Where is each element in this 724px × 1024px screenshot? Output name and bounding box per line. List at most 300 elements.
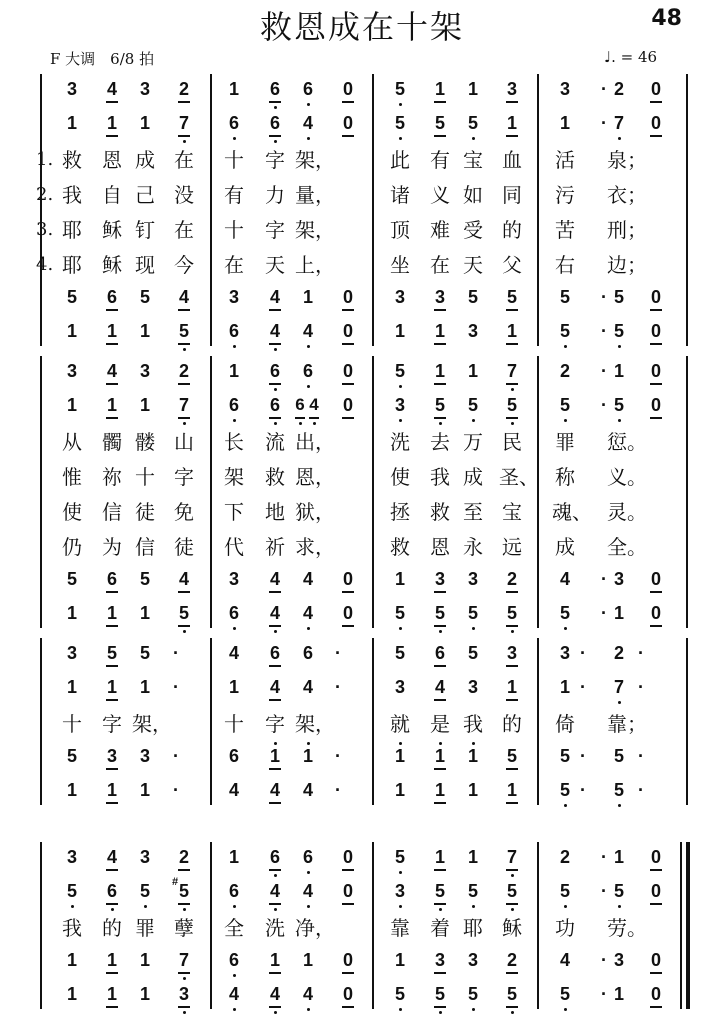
note: 6: [100, 286, 124, 314]
lyric-syllable: 成: [463, 465, 483, 489]
note: 5: [607, 779, 631, 807]
note: 0: [644, 286, 668, 314]
note: 4: [302, 677, 313, 697]
note: 4: [263, 779, 287, 807]
lyric-syllable: 架: [224, 465, 244, 489]
note-row: [0, 112, 724, 140]
sharp-icon: #: [172, 876, 179, 888]
lyric-syllable: 十: [224, 218, 244, 242]
lyric-syllable: 我: [430, 465, 450, 489]
lyric-syllable: 劳。: [607, 916, 647, 940]
note: 5: [607, 320, 631, 348]
lyric-syllable: 求，: [295, 535, 335, 559]
note: 5: [388, 983, 412, 1011]
note: 0: [336, 568, 360, 596]
note: 1: [228, 361, 239, 381]
lyric-syllable: 在: [174, 218, 194, 242]
note: 1: [613, 847, 624, 867]
lyric-syllable: 架，: [295, 148, 335, 172]
note: 0: [336, 880, 360, 908]
note: 4: [263, 568, 287, 596]
lyric-syllable: 着: [430, 916, 450, 940]
lyric-syllable: 天: [463, 253, 483, 277]
note: 1: [66, 950, 77, 970]
lyric-syllable: 没: [174, 183, 194, 207]
note: 4: [428, 676, 452, 704]
hymn-number: 48: [651, 6, 682, 31]
note: 5: [500, 745, 524, 773]
lyric-syllable: 倚: [555, 712, 575, 736]
note: 1: [467, 847, 478, 867]
duration-dot: ·: [638, 643, 644, 663]
note: 1: [100, 602, 124, 630]
note: 6: [263, 360, 287, 388]
note: 4: [296, 983, 320, 1011]
lyric-syllable: 的: [502, 218, 522, 242]
note-row: [0, 78, 724, 106]
note: 6: [263, 112, 287, 140]
note-row: [0, 642, 724, 670]
lyric-syllable: 全。: [607, 535, 647, 559]
note: 5: [613, 287, 624, 307]
note: 4: [100, 846, 124, 874]
note: 6: [428, 642, 452, 670]
note: 6: [263, 394, 287, 422]
note: 1: [228, 677, 239, 697]
lyric-syllable: 徒: [135, 500, 155, 524]
note-row: [0, 949, 724, 977]
lyric-syllable: 愆。: [607, 430, 647, 454]
note: 1: [139, 603, 150, 623]
lyric-syllable: 同: [502, 183, 522, 207]
lyric-syllable: 功: [555, 916, 575, 940]
note: 5: [607, 880, 631, 908]
note: 1: [139, 113, 150, 133]
note: 7: [607, 676, 631, 704]
duration-dot: ·: [601, 361, 607, 381]
note: 0: [644, 394, 668, 422]
note: 0: [336, 320, 360, 348]
note: 1: [100, 320, 124, 348]
lyric-syllable: 孽: [174, 916, 194, 940]
note: 1: [428, 779, 452, 807]
note: 1: [139, 395, 150, 415]
lyric-syllable: 天: [265, 253, 285, 277]
note: 7: [607, 112, 631, 140]
note: 5: [559, 287, 570, 307]
lyric-syllable: 衣；: [607, 183, 647, 207]
note: 5: [133, 880, 157, 908]
note: 1: [613, 603, 624, 623]
note: 1: [139, 677, 150, 697]
note: 1: [388, 745, 412, 773]
lyric-syllable: 稣: [102, 253, 122, 277]
duration-dot: ·: [601, 321, 607, 341]
note: 0: [336, 602, 360, 630]
lyric-syllable: 己: [135, 183, 155, 207]
note: 4: [222, 983, 246, 1011]
note: 1: [66, 677, 77, 697]
note: 6: [100, 880, 124, 908]
note: 1: [461, 745, 485, 773]
note: 5: [613, 746, 624, 766]
lyric-syllable: 义: [430, 183, 450, 207]
note: 1: [428, 745, 452, 773]
note-row: [0, 360, 724, 388]
note: 1: [500, 112, 524, 140]
note: 0: [644, 846, 668, 874]
note: 5: [559, 746, 570, 766]
lyric-line: [0, 428, 724, 458]
note: 0: [336, 949, 360, 977]
lyric-syllable: 免: [174, 500, 194, 524]
note: 5: [428, 880, 452, 908]
note-row: [0, 394, 724, 422]
lyric-syllable: 边；: [607, 253, 647, 277]
note: 3: [66, 643, 77, 663]
lyric-syllable: 狱，: [295, 500, 335, 524]
note: 5: [461, 394, 485, 422]
lyric-syllable: 苦: [555, 218, 575, 242]
note: 5: [553, 320, 577, 348]
lyric-syllable: 称: [555, 465, 575, 489]
duration-dot: ·: [335, 746, 341, 766]
duration-dot: ·: [601, 881, 607, 901]
duration-dot: ·: [580, 746, 586, 766]
note: 1: [428, 360, 452, 388]
lyric-syllable: 救: [430, 500, 450, 524]
note: 1: [467, 361, 478, 381]
lyric-syllable: 活: [555, 148, 575, 172]
note: 3: [228, 287, 239, 307]
lyric-syllable: 祢: [102, 465, 122, 489]
note: 5: [139, 569, 150, 589]
note: 1: [66, 321, 77, 341]
note: 6: [222, 602, 246, 630]
lyric-syllable: 流: [265, 430, 285, 454]
note: 1: [66, 780, 77, 800]
lyric-syllable: 稣: [502, 916, 522, 940]
verse-number: 3.: [36, 219, 54, 240]
duration-dot: ·: [638, 677, 644, 697]
note: 5: [553, 602, 577, 630]
note: 4: [306, 394, 322, 422]
lyric-syllable: 顶: [390, 218, 410, 242]
lyric-syllable: 如: [463, 183, 483, 207]
lyric-syllable: 是: [430, 712, 450, 736]
lyric-syllable: 在: [430, 253, 450, 277]
note: 1: [228, 79, 239, 99]
lyric-syllable: 自: [102, 183, 122, 207]
lyric-syllable: 架，: [132, 712, 172, 736]
note: 6: [263, 78, 287, 106]
note: 3: [428, 949, 452, 977]
note: 5: [461, 983, 485, 1011]
note: 5: [553, 983, 577, 1011]
note: 3: [66, 361, 77, 381]
note: 1: [100, 949, 124, 977]
lyric-syllable: 我: [463, 712, 483, 736]
hymn-title: 救恩成在十架: [259, 8, 464, 46]
duration-dot: ·: [601, 984, 607, 1004]
lyric-syllable: 救: [390, 535, 410, 559]
note: 4: [559, 569, 570, 589]
note: 5: [461, 112, 485, 140]
note: 4: [302, 780, 313, 800]
note-row: [0, 676, 724, 704]
lyric-syllable: 宝: [502, 500, 522, 524]
duration-dot: ·: [173, 677, 179, 697]
note: 1: [66, 395, 77, 415]
note: 0: [644, 360, 668, 388]
note: 6: [263, 642, 287, 670]
note: 7: [500, 360, 524, 388]
lyric-syllable: 的: [102, 916, 122, 940]
note: 5: [500, 880, 524, 908]
note: 3: [139, 847, 150, 867]
note: 1: [66, 113, 77, 133]
lyric-syllable: 救: [265, 465, 285, 489]
note: 6: [222, 320, 246, 348]
lyric-syllable: 污: [555, 183, 575, 207]
note: 3: [139, 79, 150, 99]
lyric-syllable: 民: [502, 430, 522, 454]
lyric-syllable: 髅: [135, 430, 155, 454]
lyric-syllable: 使: [62, 500, 82, 524]
note: 5: [500, 286, 524, 314]
duration-dot: ·: [580, 643, 586, 663]
lyric-syllable: 量，: [295, 183, 335, 207]
note: 4: [228, 780, 239, 800]
note: 3: [559, 79, 570, 99]
lyric-syllable: 的: [502, 712, 522, 736]
note: 5: [553, 880, 577, 908]
lyric-syllable: 十: [224, 148, 244, 172]
note: 5: [388, 602, 412, 630]
lyric-syllable: 难: [430, 218, 450, 242]
note: 5: [553, 779, 577, 807]
note: 6: [302, 643, 313, 663]
lyric-syllable: 恩，: [295, 465, 335, 489]
lyric-syllable: 十: [135, 465, 155, 489]
lyric-syllable: 耶: [463, 916, 483, 940]
note: 1: [500, 779, 524, 807]
note: 1: [139, 780, 150, 800]
note: 5: [553, 394, 577, 422]
note: 5: [172, 602, 196, 630]
lyric-syllable: 长: [224, 430, 244, 454]
note: 6: [222, 880, 246, 908]
note: 5: [172, 320, 196, 348]
lyric-syllable: 在: [174, 148, 194, 172]
lyric-line: [0, 914, 724, 944]
note: 1: [66, 603, 77, 623]
note: 4: [228, 643, 239, 663]
note: 1: [66, 984, 77, 1004]
note: 4: [172, 568, 196, 596]
note: 3: [139, 746, 150, 766]
lyric-syllable: 受: [463, 218, 483, 242]
lyric-syllable: 至: [463, 500, 483, 524]
note: 6: [292, 394, 308, 422]
note: 3: [467, 569, 478, 589]
note: 2: [613, 643, 624, 663]
note: 1: [296, 745, 320, 773]
note: 5: [428, 112, 452, 140]
duration-dot: ·: [335, 780, 341, 800]
lyric-syllable: 罪: [135, 916, 155, 940]
lyric-syllable: 我: [62, 183, 82, 207]
note: 4: [296, 602, 320, 630]
lyric-line: [0, 146, 724, 176]
note: 6: [222, 112, 246, 140]
lyric-syllable: 罪: [555, 430, 575, 454]
note: 1: [139, 950, 150, 970]
note: 5: [66, 569, 77, 589]
lyric-syllable: 下: [224, 500, 244, 524]
lyric-syllable: 信: [135, 535, 155, 559]
duration-dot: ·: [173, 780, 179, 800]
note: 3: [428, 568, 452, 596]
lyric-syllable: 圣、: [499, 465, 539, 489]
note-row: [0, 846, 724, 874]
lyric-syllable: 就: [390, 712, 410, 736]
note: 5: [428, 983, 452, 1011]
note: 2: [172, 78, 196, 106]
lyric-syllable: 洗: [265, 916, 285, 940]
lyric-syllable: 宝: [463, 148, 483, 172]
note: 5: [607, 394, 631, 422]
lyric-syllable: 为: [102, 535, 122, 559]
lyric-syllable: 架，: [295, 712, 335, 736]
lyric-line: [0, 251, 724, 281]
lyric-line: [0, 463, 724, 493]
note: 5: [388, 846, 412, 874]
note: 6: [100, 568, 124, 596]
note: 1: [100, 779, 124, 807]
lyric-syllable: 山: [174, 430, 194, 454]
note: 7: [172, 949, 196, 977]
note: 7: [172, 394, 196, 422]
note: 0: [336, 112, 360, 140]
lyric-syllable: 净，: [295, 916, 335, 940]
duration-dot: ·: [580, 677, 586, 697]
note: 5: [100, 642, 124, 670]
note: 5: [467, 287, 478, 307]
verse-number: 1.: [36, 149, 54, 170]
note: 0: [644, 880, 668, 908]
note: 1: [500, 320, 524, 348]
lyric-syllable: 成: [135, 148, 155, 172]
note-row: [0, 320, 724, 348]
note: 0: [336, 360, 360, 388]
lyric-line: [0, 533, 724, 563]
lyric-syllable: 代: [224, 535, 244, 559]
lyric-syllable: 恩: [430, 535, 450, 559]
key-time-signature: F 大调 6/8 拍: [50, 50, 155, 68]
note: 1: [302, 287, 313, 307]
note: 1: [100, 112, 124, 140]
note: 5: [461, 602, 485, 630]
note: 4: [296, 880, 320, 908]
note: 6: [296, 78, 320, 106]
note: 2: [559, 361, 570, 381]
note: 3: [467, 950, 478, 970]
note: 1: [139, 321, 150, 341]
note: 3: [613, 950, 624, 970]
lyric-syllable: 诸: [390, 183, 410, 207]
note-row: [0, 983, 724, 1011]
note: 1: [394, 321, 405, 341]
note: 1: [100, 983, 124, 1011]
note-row: [0, 568, 724, 596]
duration-dot: ·: [601, 569, 607, 589]
lyric-syllable: 耶: [62, 253, 82, 277]
lyric-syllable: 出，: [295, 430, 335, 454]
lyric-syllable: 耶: [62, 218, 82, 242]
note: 1: [100, 394, 124, 422]
lyric-syllable: 远: [502, 535, 522, 559]
note: 4: [263, 320, 287, 348]
note: 1: [263, 745, 287, 773]
lyric-syllable: 上，: [295, 253, 335, 277]
note: 4: [302, 569, 313, 589]
lyric-syllable: 万: [463, 430, 483, 454]
duration-dot: ·: [601, 395, 607, 415]
note: 0: [644, 112, 668, 140]
note: 2: [613, 79, 624, 99]
lyric-syllable: 有: [224, 183, 244, 207]
lyric-line: [0, 498, 724, 528]
note: 3: [388, 394, 412, 422]
verse-number: 4.: [36, 254, 54, 275]
note: 4: [263, 880, 287, 908]
note: 2: [500, 949, 524, 977]
duration-dot: ·: [173, 643, 179, 663]
note: 5: [428, 602, 452, 630]
note: 5: [388, 78, 412, 106]
duration-dot: ·: [601, 950, 607, 970]
note-row: [0, 745, 724, 773]
lyric-syllable: 架，: [295, 218, 335, 242]
lyric-syllable: 恩: [102, 148, 122, 172]
lyric-syllable: 十: [224, 712, 244, 736]
note: 6: [222, 949, 246, 977]
note: 5: [500, 394, 524, 422]
duration-dot: ·: [601, 113, 607, 133]
duration-dot: ·: [601, 287, 607, 307]
note: 4: [263, 602, 287, 630]
lyric-syllable: 全: [224, 916, 244, 940]
note-row: [0, 876, 724, 908]
note: 1: [500, 676, 524, 704]
note: 2: [559, 847, 570, 867]
note: 5: [461, 880, 485, 908]
verse-number: 2.: [36, 184, 54, 205]
lyric-syllable: 字: [174, 465, 194, 489]
note: 0: [336, 983, 360, 1011]
note: 1: [467, 780, 478, 800]
lyric-syllable: 右: [555, 253, 575, 277]
note: 0: [336, 846, 360, 874]
lyric-syllable: 髑: [102, 430, 122, 454]
note: 0: [644, 949, 668, 977]
duration-dot: ·: [173, 746, 179, 766]
lyric-syllable: 祈: [265, 535, 285, 559]
note: 0: [644, 320, 668, 348]
note: 4: [296, 112, 320, 140]
note: 5 #: [172, 880, 196, 908]
